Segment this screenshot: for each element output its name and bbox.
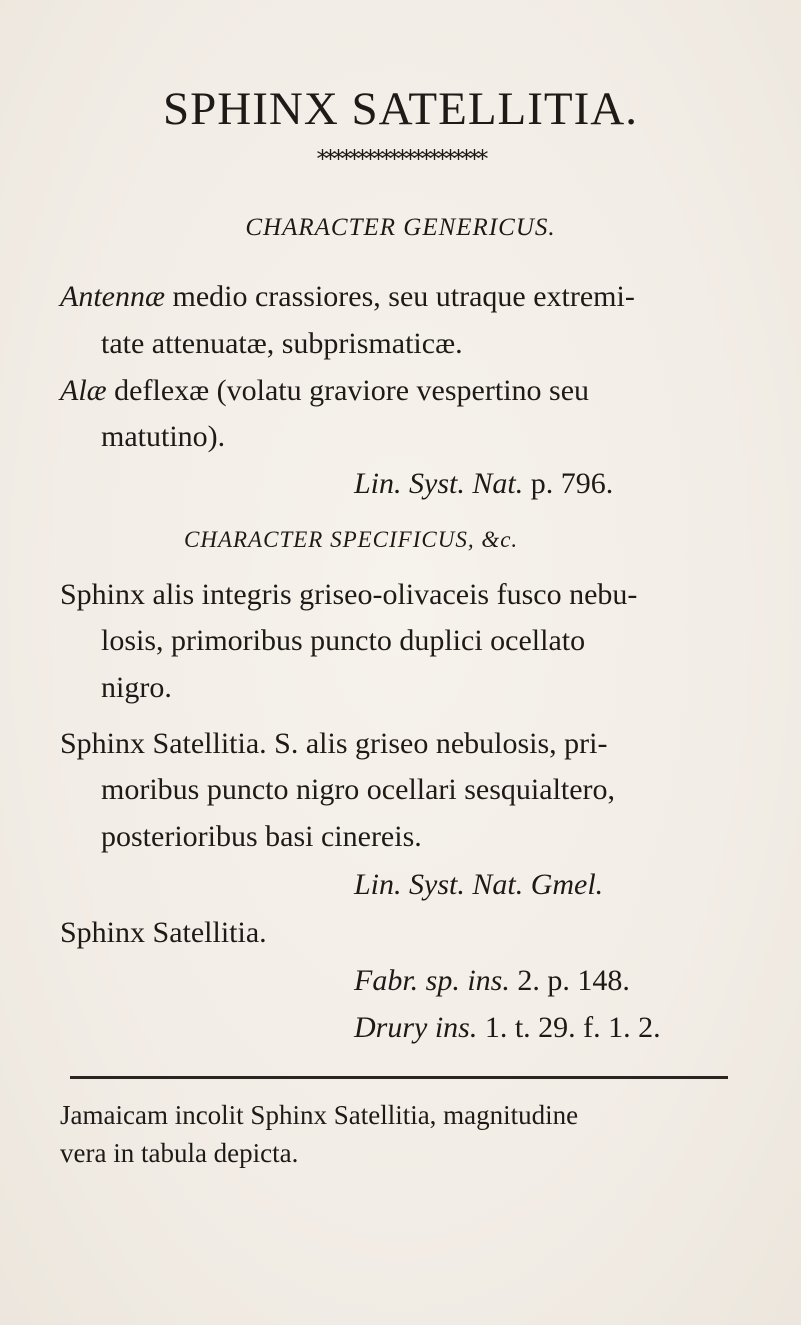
generic-text: medio crassiores, seu utraque extremi- [165, 280, 635, 313]
specific-line-5: moribus puncto nigro ocellari sesquialtero, [101, 773, 616, 806]
specific-line-1: Sphinx alis integris griseo-olivaceis fusco nebu- [60, 578, 638, 611]
specific-heading: CHARACTER SPECIFICUS, &c. [184, 527, 519, 552]
specific-line-3: nigro. [101, 671, 172, 704]
reference-source: Drury ins. [354, 1011, 478, 1044]
reference-source: Fabr. sp. ins. [354, 964, 510, 997]
divider-rule [70, 1076, 728, 1079]
reference-page: p. 796. [523, 467, 614, 500]
specific-reference-2 [354, 966, 630, 996]
generic-line-2: tate attenuatæ, subprismaticæ. [101, 327, 463, 360]
generic-text: deflexæ (volatu graviore vespertino seu [106, 374, 590, 407]
specific-line-6: posterioribus basi cinereis. [101, 820, 422, 853]
reference-page: 1. t. 29. f. 1. 2. [477, 1011, 661, 1044]
generic-heading: CHARACTER GENERICUS. [245, 214, 556, 241]
generic-line-3 [60, 376, 589, 406]
note-line-1: Jamaicam incolit Sphinx Satellitia, magnitudine [60, 1100, 579, 1130]
specific-line-2: losis, primoribus puncto duplici ocellato [101, 624, 586, 657]
reference-page: 2. p. 148. [509, 964, 630, 997]
generic-term-alae: Alæ [60, 374, 107, 407]
page-title: SPHINX SATELLITIA. [163, 83, 638, 135]
generic-line-1 [60, 282, 635, 312]
ornament-stars: ********************* [316, 145, 485, 173]
reference-source: Lin. Syst. Nat. [354, 467, 524, 500]
specific-reference-1: Lin. Syst. Nat. Gmel. [354, 868, 604, 901]
specific-reference-3 [354, 1013, 661, 1043]
generic-reference [354, 469, 613, 499]
note-line-2: vera in tabula depicta. [60, 1138, 299, 1168]
specific-line-4: Sphinx Satellitia. S. alis griseo nebulosis, pri- [60, 727, 608, 760]
specific-line-7: Sphinx Satellitia. [60, 916, 267, 949]
generic-term-antennae: Antennæ [60, 280, 165, 313]
generic-line-4: matutino). [101, 420, 226, 453]
